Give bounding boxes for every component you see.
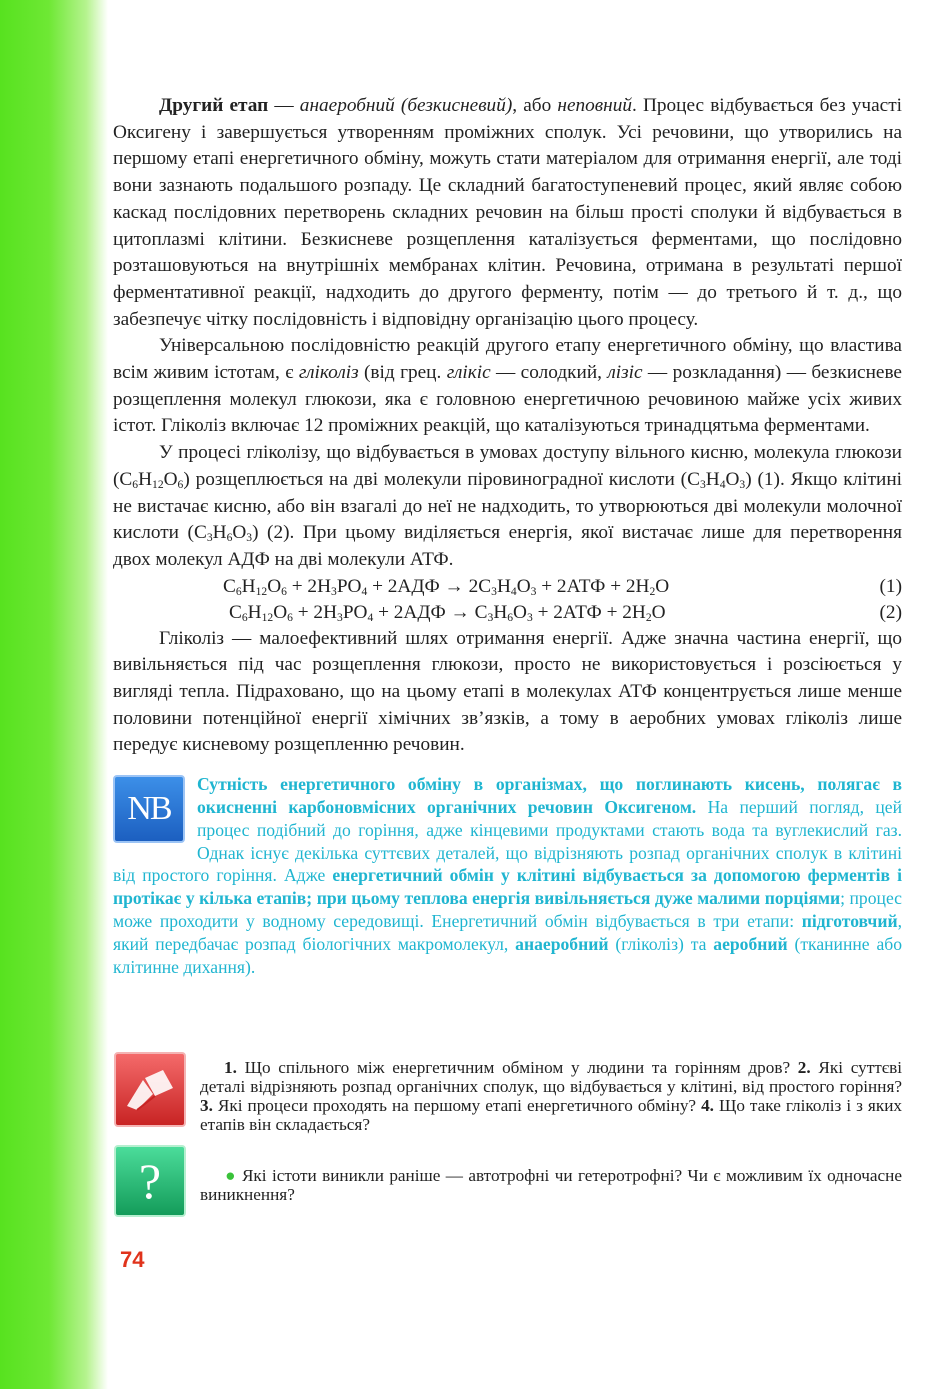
equation-1 [113,574,902,600]
question-text: Що спільного між енергетичним обміном у людини та горінням дров? [236,1058,798,1077]
page-number: 74 [120,1247,145,1272]
equation-2 [113,600,902,626]
nb-term-anaerobic: анаеробний [515,933,609,954]
green-margin-stripe [0,0,108,1389]
text: ) розщеплюється на дві молекули піровиноградної кислоти ( [183,468,688,490]
nb-term-aerobic: аеробний [713,933,788,954]
term-glycolysis: гліколіз [298,362,359,384]
text: (тканинне або клітинне дихання). [113,933,903,977]
page-body [113,93,902,978]
question-text: Що таке гліколіз і з яких етапів він складається? [200,1096,902,1134]
book-icon-svg [123,1066,177,1114]
question-number: 1. [224,1058,237,1077]
text: (від грец. [358,362,447,384]
text: (гліколіз) та [608,933,714,954]
equation-1-number: (1) [879,575,902,597]
text: — [268,95,300,116]
nb-key-statement: Сутність енергетичного обміну в організмах, що поглинають кисень, полягає в окисненні карбоновмісних органічних речовин Оксигеном. [197,774,902,817]
paragraph-glycolysis-process [113,440,902,574]
paragraph-glycolysis-efficiency: Гліколіз — малоефективний шлях отримання енергії. Адже значна частина енергії, що вивільняється під час розщеплення глюкози, просто не використовується і розсіюється у вигляді тепла. Підраховано, що на цьому етапі в молекулах АТФ концентрується лише менше половини потенційної енергії хімічних зв’язків, а тому в аеробних умовах гліколіз лише передує кисневому розщепленню речовин. [113,627,902,756]
think-question [200,1166,902,1204]
formula-pyruvic-acid: $C_3H_4O_3$ [687,468,746,491]
text: ; процес може проходити у водному середовищі. Енергетичний обмін відбувається в три етапи: [113,888,902,931]
review-questions [200,1058,902,1134]
paragraph-glycolysis [113,333,902,440]
term-incomplete: неповний [557,95,632,116]
equation-2-formula: $C_6H_{12}O_6 + 2H_3PO_4 + 2АДФ \to C_3H_6O_3 + 2АТФ + 2H_2O$ [229,601,666,624]
question-number: 2. [797,1058,811,1077]
question-text: Які процеси проходять на першому етапі енергетичного обміну? [212,1096,702,1115]
question-mark-icon: ? [114,1145,186,1217]
nb-term-preparatory: підготовчий [801,910,898,931]
question-text: Які суттєві деталі відрізняють розпад органічних сполук, що відбувається у клітині, від простого горіння? [200,1058,902,1096]
text: , який передбачає розпад біологічних макромолекул, [113,910,902,954]
nb-note [113,773,902,978]
nb-key-statement-2: енергетичний обмін у клітині відбувається за допомогою ферментів і протікає у кілька етапів; при цьому теплова енергія вивільняється дуже малими порціями [113,865,902,909]
question-number: 3. [200,1096,213,1115]
formula-glucose: $C_6H_{12}O_6$ [119,468,184,491]
text: . Процес відбувається без участі Оксигену і завершується утворенням проміжних сполук. Усі речовини, що утворились на першому етапі енергетичного обміну, можуть стати матеріалом для отримання енергії, але тоді вони зазнають подальшого розпаду. Це складний багатоступеневий процес, який являє собою каскад послідовних перетворень складних речовин на більш прості сполуки й відбувається в цитоплазмі клітини. Безкисневе розщеплення каталізується ферментами, що послідовно розташовуються на внутрішніх мембранах клітин. Речовина, отримана в результаті першої ферментативної реакції, надходить до другого ферменту, потім — до третього й т. д., що забезпечує чітку послідовність і відповідну організацію цього процесу. [113,95,902,330]
open-book-icon [114,1052,186,1127]
nb-icon: NB [113,775,185,843]
bullet-icon: ● [224,1166,237,1185]
term-glikis: глікіс [446,362,491,384]
term-anaerobic: анаеробний (безкисневий) [299,95,513,116]
text: ) (1). Якщо клітині не вистачає кисню, або він взагалі до неї не надходить, то утворюються дві молекули молочної кислоти ( [113,468,902,544]
equation-2-number: (2) [879,601,902,623]
equation-1-formula: $C_6H_{12}O_6 + 2H_3PO_4 + 2АДФ \to 2C_3H_4O_3 + 2АТФ + 2H_2O$ [223,575,670,598]
text: ) (2). При цьому виділяється енергія, якої вистачає лише для перетворення двох молекул АДФ на дві молекули АТФ. [113,522,902,570]
text: На перший погляд, цей процес подібний до горіння, адже кінцевими продуктами стають вода та вуглекислий газ. Однак існує декілька суттєвих деталей, що відрізняють розпад органічних сполук в клітині від простого горіння. Адже [113,796,902,886]
paragraph-second-stage [113,93,902,333]
text: , або [512,95,558,116]
term-second-stage: Другий етап [159,95,269,116]
nb-icon-box [113,775,185,843]
text: — солодкий, [490,362,608,384]
text: Універсальною послідовністю реакцій другого етапу енергетичного обміну, що властива всім живим істотам, є [113,335,902,384]
term-lizis: лізіс [607,362,643,384]
formula-lactic-acid: $C_3H_6O_3$ [193,522,253,545]
think-question-text: Які істоти виникли раніше — автотрофні чи гетеротрофні? Чи є можливим їх одночасне виникнення? [200,1166,902,1204]
text: У процесі гліколізу, що відбувається в умовах доступу вільного кисню, молекула глюкози ( [113,442,902,490]
text: — розкладання) — безкисневе розщеплення молекул глюкози, яка є головною енергетичною речовиною майже усіх живих істот. Гліколіз включає 12 проміжних реакцій, що каталізуються тринадцятьма ферментами. [113,362,902,437]
question-number: 4. [701,1096,714,1115]
